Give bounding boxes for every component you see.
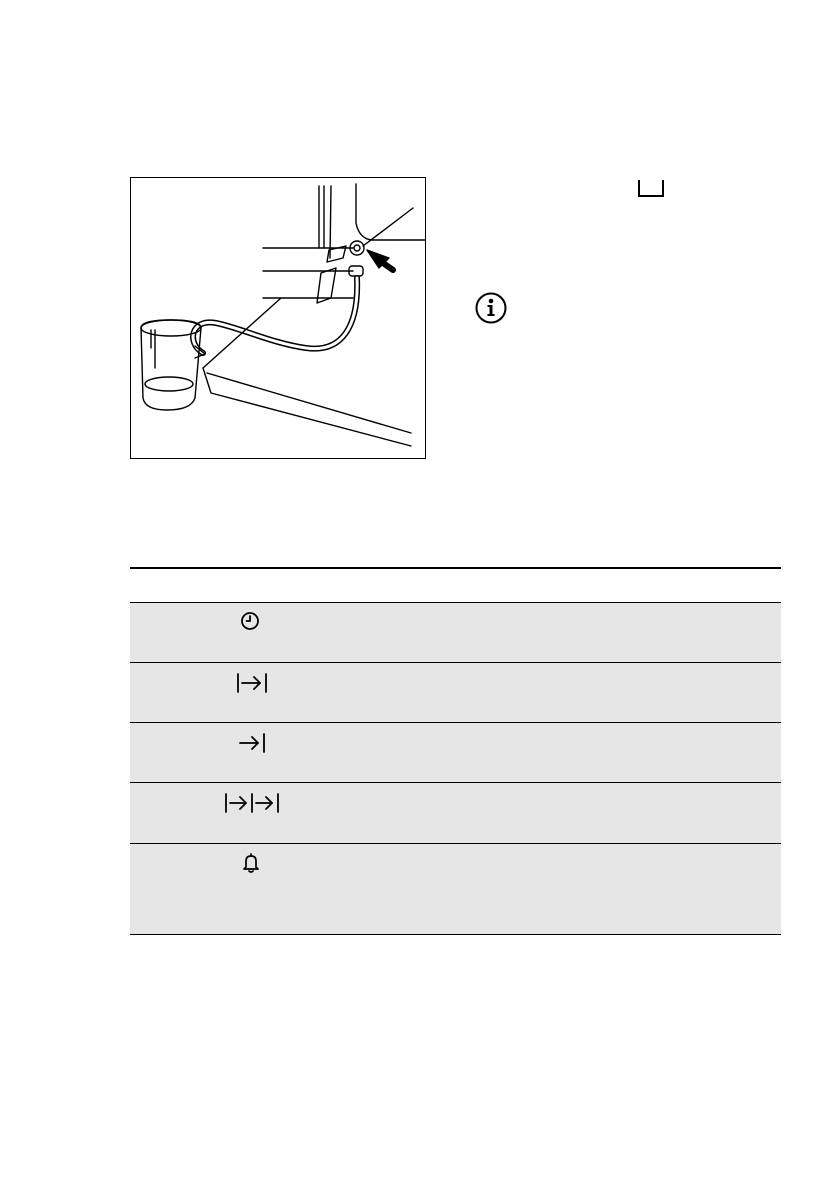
table-cell [200,783,300,844]
table-row [130,783,781,844]
table-cell [130,723,200,783]
table-cell [300,603,781,663]
table-cell [300,663,781,723]
table-row [130,723,781,783]
end-time-icon [238,731,268,755]
table-header-row [130,568,781,603]
table-row [130,603,781,663]
water-drain-illustration [130,177,426,459]
info-icon [475,292,507,324]
table-cell [300,723,781,783]
table-cell [130,844,200,935]
end-time-symbol [200,723,300,755]
table-header-cell [200,568,300,603]
table-cell [300,783,781,844]
clock-icon [240,611,260,631]
table-cell [200,603,300,663]
minute-minder-bell-icon [242,852,260,874]
minute-minder-symbol [200,844,300,874]
table-cell [300,844,781,935]
water-drain-illustration-icon [131,178,426,459]
table-row [130,844,781,935]
table-cell [130,603,200,663]
table-header-cell [130,568,200,603]
duration-end-symbol [200,783,300,815]
clock-symbol [200,603,300,631]
water-tray-symbol-icon [636,178,666,198]
table-cell [200,844,300,935]
table-header-cell [300,568,781,603]
duration-symbol [200,663,300,695]
duration-end-icon [224,791,284,815]
timer-functions-table [130,567,781,935]
table-cell [200,663,300,723]
table-cell [130,663,200,723]
table-cell [200,723,300,783]
table-row [130,663,781,723]
water-tray-symbol [636,178,666,198]
duration-icon [236,671,270,695]
info-note-icon [475,292,507,324]
table-cell [130,783,200,844]
